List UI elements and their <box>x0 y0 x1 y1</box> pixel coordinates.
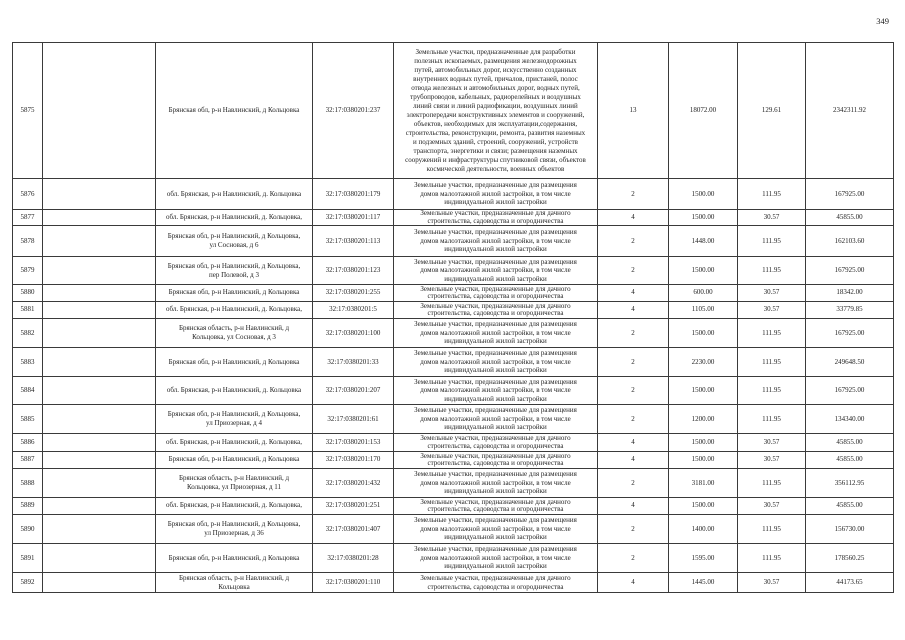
empty-cell <box>43 515 156 544</box>
land-use-description-cell: Земельные участки, предназначенные для дачного строительства, садоводства и огородничества <box>394 434 598 452</box>
category-code-cell: 2 <box>598 377 669 405</box>
rate-cell: 30.57 <box>738 498 806 515</box>
land-use-description-cell: Земельные участки, предназначенные для дачного строительства, садоводства и огородничества <box>394 302 598 319</box>
table-row <box>13 452 894 469</box>
table-row <box>13 257 894 285</box>
area-cell: 1105.00 <box>669 302 738 319</box>
cadastral-value-cell: 167925.00 <box>806 257 894 285</box>
cadastral-number-cell: 32:17:0380201:117 <box>313 210 394 226</box>
address-cell: обл. Брянская, р-н Навлинский, д. Кольцовка <box>156 377 313 405</box>
cadastral-number-cell: 32:17:0380201:61 <box>313 405 394 434</box>
row-number-cell: 5887 <box>13 452 43 469</box>
table-row <box>13 319 894 348</box>
area-cell: 1500.00 <box>669 257 738 285</box>
rate-cell: 111.95 <box>738 544 806 573</box>
empty-cell <box>43 434 156 452</box>
cadastral-value-cell: 167925.00 <box>806 319 894 348</box>
rate-cell: 111.95 <box>738 179 806 210</box>
table-row <box>13 43 894 179</box>
category-code-cell: 4 <box>598 452 669 469</box>
land-use-description-cell: Земельные участки, предназначенные для размещения домов малоэтажной жилой застройки, в том числе индивидуальной жилой застройки <box>394 257 598 285</box>
rate-cell: 111.95 <box>738 257 806 285</box>
address-cell: Брянская обл, р-н Навлинский, д Кольцовка <box>156 43 313 179</box>
rate-cell: 111.95 <box>738 226 806 257</box>
cadastral-value-cell: 45855.00 <box>806 498 894 515</box>
row-number-cell: 5881 <box>13 302 43 319</box>
row-number-cell: 5882 <box>13 319 43 348</box>
cadastral-number-cell: 32:17:0380201:28 <box>313 544 394 573</box>
page-number: 349 <box>876 16 889 26</box>
category-code-cell: 2 <box>598 319 669 348</box>
address-cell: Брянская область, р-н Навлинский, д Кольцовка, ул Приозерная, д 11 <box>156 469 313 498</box>
land-use-description-cell: Земельные участки, предназначенные для дачного строительства, садоводства и огородничества <box>394 498 598 515</box>
rate-cell: 30.57 <box>738 573 806 593</box>
cadastral-number-cell: 32:17:0380201:237 <box>313 43 394 179</box>
address-cell: Брянская область, р-н Навлинский, д Кольцовка <box>156 573 313 593</box>
area-cell: 1500.00 <box>669 319 738 348</box>
rate-cell: 30.57 <box>738 434 806 452</box>
category-code-cell: 2 <box>598 226 669 257</box>
category-code-cell: 4 <box>598 498 669 515</box>
empty-cell <box>43 405 156 434</box>
address-cell: Брянская обл, р-н Навлинский, д Кольцовка, пер Полевой, д 3 <box>156 257 313 285</box>
address-cell: Брянская обл, р-н Навлинский, д Кольцовка <box>156 544 313 573</box>
area-cell: 1448.00 <box>669 226 738 257</box>
row-number-cell: 5875 <box>13 43 43 179</box>
area-cell: 18072.00 <box>669 43 738 179</box>
row-number-cell: 5886 <box>13 434 43 452</box>
table-row <box>13 179 894 210</box>
table-row <box>13 469 894 498</box>
cadastral-value-cell: 45855.00 <box>806 434 894 452</box>
category-code-cell: 4 <box>598 302 669 319</box>
table-row <box>13 210 894 226</box>
land-use-description-cell: Земельные участки, предназначенные для размещения домов малоэтажной жилой застройки, в том числе индивидуальной жилой застройки <box>394 319 598 348</box>
cadastral-value-cell: 356112.95 <box>806 469 894 498</box>
row-number-cell: 5876 <box>13 179 43 210</box>
address-cell: обл. Брянская, р-н Навлинский, д. Кольцовка, <box>156 498 313 515</box>
cadastral-value-cell: 18342.00 <box>806 285 894 302</box>
empty-cell <box>43 257 156 285</box>
cadastral-number-cell: 32:17:0380201:153 <box>313 434 394 452</box>
table-row <box>13 302 894 319</box>
land-use-description-cell: Земельные участки, предназначенные для размещения домов малоэтажной жилой застройки, в том числе индивидуальной жилой застройки <box>394 469 598 498</box>
cadastral-number-cell: 32:17:0380201:407 <box>313 515 394 544</box>
cadastral-number-cell: 32:17:0380201:207 <box>313 377 394 405</box>
area-cell: 1200.00 <box>669 405 738 434</box>
empty-cell <box>43 544 156 573</box>
cadastral-number-cell: 32:17:0380201:123 <box>313 257 394 285</box>
row-number-cell: 5884 <box>13 377 43 405</box>
address-cell: обл. Брянская, р-н Навлинский, д. Кольцовка, <box>156 434 313 452</box>
empty-cell <box>43 302 156 319</box>
cadastral-value-cell: 33779.85 <box>806 302 894 319</box>
table-row <box>13 573 894 593</box>
table-row <box>13 226 894 257</box>
cadastral-number-cell: 32:17:0380201:170 <box>313 452 394 469</box>
row-number-cell: 5878 <box>13 226 43 257</box>
address-cell: Брянская обл, р-н Навлинский, д Кольцовка <box>156 452 313 469</box>
row-number-cell: 5891 <box>13 544 43 573</box>
address-cell: обл. Брянская, р-н Навлинский, д. Кольцовка, <box>156 210 313 226</box>
area-cell: 1500.00 <box>669 179 738 210</box>
area-cell: 1445.00 <box>669 573 738 593</box>
row-number-cell: 5889 <box>13 498 43 515</box>
land-use-description-cell: Земельные участки, предназначенные для размещения домов малоэтажной жилой застройки, в том числе индивидуальной жилой застройки <box>394 544 598 573</box>
empty-cell <box>43 226 156 257</box>
address-cell: Брянская обл, р-н Навлинский, д Кольцовка, ул Приозерная, д 4 <box>156 405 313 434</box>
address-cell: обл. Брянская, р-н Навлинский, д. Кольцовка, <box>156 302 313 319</box>
land-use-description-cell: Земельные участки, предназначенные для дачного строительства, садоводства и огородничества <box>394 573 598 593</box>
row-number-cell: 5883 <box>13 348 43 377</box>
land-use-description-cell: Земельные участки, предназначенные для размещения домов малоэтажной жилой застройки, в том числе индивидуальной жилой застройки <box>394 348 598 377</box>
rate-cell: 111.95 <box>738 348 806 377</box>
land-use-description-cell: Земельные участки, предназначенные для размещения домов малоэтажной жилой застройки, в том числе индивидуальной жилой застройки <box>394 515 598 544</box>
land-plots-table <box>12 42 894 593</box>
category-code-cell: 4 <box>598 210 669 226</box>
area-cell: 600.00 <box>669 285 738 302</box>
empty-cell <box>43 43 156 179</box>
cadastral-value-cell: 162103.60 <box>806 226 894 257</box>
row-number-cell: 5877 <box>13 210 43 226</box>
area-cell: 1500.00 <box>669 210 738 226</box>
rate-cell: 111.95 <box>738 405 806 434</box>
rate-cell: 30.57 <box>738 302 806 319</box>
row-number-cell: 5880 <box>13 285 43 302</box>
category-code-cell: 4 <box>598 573 669 593</box>
rate-cell: 30.57 <box>738 210 806 226</box>
land-use-description-cell: Земельные участки, предназначенные для дачного строительства, садоводства и огородничества <box>394 210 598 226</box>
cadastral-value-cell: 45855.00 <box>806 210 894 226</box>
cadastral-number-cell: 32:17:0380201:100 <box>313 319 394 348</box>
address-cell: Брянская обл, р-н Навлинский, д Кольцовка <box>156 285 313 302</box>
cadastral-number-cell: 32:17:0380201:432 <box>313 469 394 498</box>
rate-cell: 30.57 <box>738 452 806 469</box>
area-cell: 1500.00 <box>669 498 738 515</box>
row-number-cell: 5888 <box>13 469 43 498</box>
table-row <box>13 285 894 302</box>
empty-cell <box>43 285 156 302</box>
cadastral-value-cell: 44173.65 <box>806 573 894 593</box>
area-cell: 1400.00 <box>669 515 738 544</box>
category-code-cell: 2 <box>598 469 669 498</box>
address-cell: обл. Брянская, р-н Навлинский, д. Кольцовка <box>156 179 313 210</box>
cadastral-number-cell: 32:17:0380201:110 <box>313 573 394 593</box>
land-use-description-cell: Земельные участки, предназначенные для размещения домов малоэтажной жилой застройки, в том числе индивидуальной жилой застройки <box>394 226 598 257</box>
row-number-cell: 5892 <box>13 573 43 593</box>
area-cell: 1500.00 <box>669 434 738 452</box>
address-cell: Брянская обл, р-н Навлинский, д Кольцовка <box>156 348 313 377</box>
row-number-cell: 5885 <box>13 405 43 434</box>
cadastral-value-cell: 167925.00 <box>806 377 894 405</box>
row-number-cell: 5890 <box>13 515 43 544</box>
category-code-cell: 4 <box>598 434 669 452</box>
table-row <box>13 498 894 515</box>
empty-cell <box>43 573 156 593</box>
rate-cell: 111.95 <box>738 515 806 544</box>
empty-cell <box>43 179 156 210</box>
empty-cell <box>43 210 156 226</box>
land-use-description-cell: Земельные участки, предназначенные для дачного строительства, садоводства и огородничества <box>394 285 598 302</box>
rate-cell: 129.61 <box>738 43 806 179</box>
cadastral-number-cell: 32:17:0380201:179 <box>313 179 394 210</box>
category-code-cell: 2 <box>598 257 669 285</box>
cadastral-number-cell: 32:17:0380201:5 <box>313 302 394 319</box>
land-use-description-cell: Земельные участки, предназначенные для размещения домов малоэтажной жилой застройки, в том числе индивидуальной жилой застройки <box>394 377 598 405</box>
table-row <box>13 377 894 405</box>
cadastral-value-cell: 178560.25 <box>806 544 894 573</box>
rate-cell: 30.57 <box>738 285 806 302</box>
empty-cell <box>43 498 156 515</box>
table-row <box>13 405 894 434</box>
area-cell: 3181.00 <box>669 469 738 498</box>
empty-cell <box>43 452 156 469</box>
category-code-cell: 13 <box>598 43 669 179</box>
cadastral-number-cell: 32:17:0380201:113 <box>313 226 394 257</box>
empty-cell <box>43 469 156 498</box>
area-cell: 1500.00 <box>669 377 738 405</box>
cadastral-value-cell: 45855.00 <box>806 452 894 469</box>
table-row <box>13 544 894 573</box>
table-row <box>13 348 894 377</box>
land-use-description-cell: Земельные участки, предназначенные для размещения домов малоэтажной жилой застройки, в том числе индивидуальной жилой застройки <box>394 405 598 434</box>
empty-cell <box>43 377 156 405</box>
land-use-description-cell: Земельные участки, предназначенные для дачного строительства, садоводства и огородничества <box>394 452 598 469</box>
category-code-cell: 2 <box>598 179 669 210</box>
address-cell: Брянская обл, р-н Навлинский, д Кольцовка, ул Сосновая, д 6 <box>156 226 313 257</box>
land-use-description-cell: Земельные участки, предназначенные для разработки полезных ископаемых, размещения железнодорожных путей, автомобильных дорог, искусственно созданных внутренних водных путей, причалов, пристаней, полос отвода железных и автомобильных дорог, водных путей, трубопроводов, кабельных, радиорелейных и воздушных линий связи и линий радиофикации, воздушных линий электропередачи конструктивных элементов и сооружений, объектов, необходимых для эксплуатации,содержания, строительства, реконструкции, ремонта, развития наземных и подземных зданий, строений, сооружений, устройств транспорта, энергетики и связи; размещения наземных сооружений и инфраструктуры спутниковой связи, объектов космической деятельности, военных объектов <box>394 43 598 179</box>
category-code-cell: 2 <box>598 515 669 544</box>
row-number-cell: 5879 <box>13 257 43 285</box>
category-code-cell: 2 <box>598 405 669 434</box>
table-row <box>13 515 894 544</box>
land-use-description-cell: Земельные участки, предназначенные для размещения домов малоэтажной жилой застройки, в том числе индивидуальной жилой застройки <box>394 179 598 210</box>
address-cell: Брянская обл, р-н Навлинский, д Кольцовка, ул Приозерная, д 36 <box>156 515 313 544</box>
address-cell: Брянская область, р-н Навлинский, д Кольцовка, ул Сосновая, д 3 <box>156 319 313 348</box>
empty-cell <box>43 319 156 348</box>
category-code-cell: 2 <box>598 348 669 377</box>
rate-cell: 111.95 <box>738 319 806 348</box>
rate-cell: 111.95 <box>738 377 806 405</box>
cadastral-value-cell: 2342311.92 <box>806 43 894 179</box>
cadastral-number-cell: 32:17:0380201:251 <box>313 498 394 515</box>
cadastral-value-cell: 134340.00 <box>806 405 894 434</box>
cadastral-number-cell: 32:17:0380201:255 <box>313 285 394 302</box>
cadastral-number-cell: 32:17:0380201:33 <box>313 348 394 377</box>
category-code-cell: 2 <box>598 544 669 573</box>
table-row <box>13 434 894 452</box>
cadastral-value-cell: 167925.00 <box>806 179 894 210</box>
cadastral-value-cell: 249648.50 <box>806 348 894 377</box>
area-cell: 1595.00 <box>669 544 738 573</box>
empty-cell <box>43 348 156 377</box>
rate-cell: 111.95 <box>738 469 806 498</box>
area-cell: 1500.00 <box>669 452 738 469</box>
cadastral-value-cell: 156730.00 <box>806 515 894 544</box>
area-cell: 2230.00 <box>669 348 738 377</box>
category-code-cell: 4 <box>598 285 669 302</box>
